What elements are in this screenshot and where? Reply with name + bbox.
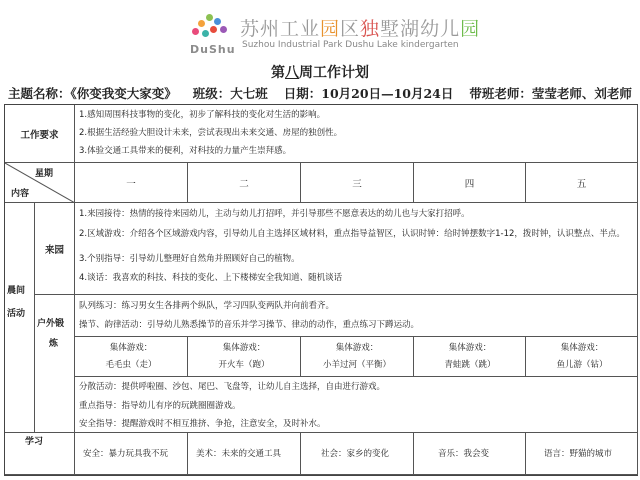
study-cell: [526, 433, 638, 475]
requirement-item: 1.感知周围科技事物的变化，初步了解科技的变化对生活的影响。: [79, 110, 326, 120]
group-game: 青蛙跳（跳）: [444, 360, 496, 370]
study-item: 语言：野猫的城市: [544, 449, 613, 459]
study-item: 安全：暴力玩具我不玩: [83, 449, 169, 459]
outdoor-notes-cell: [75, 377, 638, 433]
theme-name: 主题名称：《你变我变大家变》: [8, 86, 177, 101]
group-game-cell: 集体游戏： 毛毛虫（走）: [75, 337, 188, 377]
requirement-item: 3.体验交通工具带来的便利，对科技的力量产生崇拜感。: [79, 146, 292, 156]
class-name: 班级：大七班: [192, 86, 268, 101]
group-game: 毛毛虫（走）: [105, 360, 157, 370]
group-game-cell: 集体游戏： 开火车（跑）: [188, 337, 301, 377]
logo-chinese-name: 苏州工业园区独墅湖幼儿园: [240, 18, 481, 40]
weekly-plan-table: [4, 104, 638, 476]
outdoor-exercise-label: 户外锻 炼: [35, 295, 75, 433]
weekday-header: 二: [188, 163, 301, 203]
outdoor-item: 操节、韵律活动：引导幼儿熟悉操节的音乐并学习操节、律动的动作，重点练习下蹲运动。: [79, 320, 420, 330]
corner-weekday-label: 星期: [35, 169, 54, 179]
study-item: 美术：未来的交通工具: [196, 449, 282, 459]
logo-dots-icon: [188, 10, 234, 44]
arrival-cell: [75, 203, 638, 295]
study-label: 学习: [5, 433, 75, 475]
corner-cell: [5, 163, 75, 203]
study-item: 音乐：我会变: [438, 449, 490, 459]
study-cell: [188, 433, 301, 475]
outdoor-note: 分散活动：提供呼啦圈、沙包、尾巴、飞盘等，让幼儿自主选择，自由进行游戏。: [79, 382, 386, 392]
weekday-header: 三: [301, 163, 414, 203]
morning-activity-label: 晨间 活动: [5, 203, 35, 433]
page-title: 第八周工作计划: [271, 65, 369, 81]
study-cell: [301, 433, 414, 475]
group-game: 小羊过河（平衡）: [322, 360, 391, 370]
group-game-cell: 集体游戏： 青蛙跳（跳）: [414, 337, 526, 377]
arrival-item: 4.谈话：我喜欢的科技、科技的变化、上下楼梯安全我知道、随机谈话: [79, 273, 343, 283]
requirement-item: 2.根据生活经验大胆设计未来，尝试表现出未来交通、房屋的独创性。: [79, 128, 343, 138]
outdoor-note: 安全指导：提醒游戏时不相互推挤、争抢，注意安全，及时补水。: [79, 419, 326, 429]
plan-header: [8, 84, 638, 102]
arrival-label: 来园: [35, 203, 75, 295]
outdoor-item: 队列练习：练习男女生各排两个纵队，学习四队变两队并向前看齐。: [79, 301, 335, 311]
weekday-header: 一: [75, 163, 188, 203]
study-item: 社会：家乡的变化: [321, 449, 390, 459]
teachers: 带班老师：莹莹老师、刘老师: [469, 86, 632, 101]
arrival-item: 2.区域游戏：介绍各个区域游戏内容，引导幼儿自主选择区域材料，重点指导益智区，认识时钟：给时钟摆数字1-12，拨时钟，认识整点、半点。: [79, 229, 625, 239]
logo-english-name: Suzhou Industrial Park Dushu Lake kindergarten: [242, 40, 459, 50]
group-game-cell: 集体游戏： 小羊过河（平衡）: [301, 337, 414, 377]
logo-latin-text: DuShu: [190, 43, 236, 56]
study-cell: [75, 433, 188, 475]
weekday-header: 五: [526, 163, 638, 203]
outdoor-drills-cell: [75, 295, 638, 337]
requirements-cell: [75, 105, 638, 163]
date-range: 日期：10月20日—10月24日: [283, 86, 454, 101]
group-game: 鱼儿游（钻）: [556, 360, 608, 370]
group-game-cell: 集体游戏： 鱼儿游（钻）: [526, 337, 638, 377]
arrival-item: 3.个别指导：引导幼儿整理好自然角并照顾好自己的植物。: [79, 254, 300, 264]
outdoor-note: 重点指导：指导幼儿有序的玩跳圈圈游戏。: [79, 401, 241, 411]
kindergarten-logo: [188, 10, 488, 56]
study-cell: [414, 433, 526, 475]
corner-content-label: 内容: [11, 189, 30, 199]
arrival-item: 1.来园接待：热情的接待来园幼儿，主动与幼儿打招呼，并引导那些不愿意表达的幼儿也与大家打招呼。: [79, 209, 470, 219]
group-game: 开火车（跑）: [218, 360, 270, 370]
weekday-header: 四: [414, 163, 526, 203]
requirements-label: 工作要求: [5, 105, 75, 163]
